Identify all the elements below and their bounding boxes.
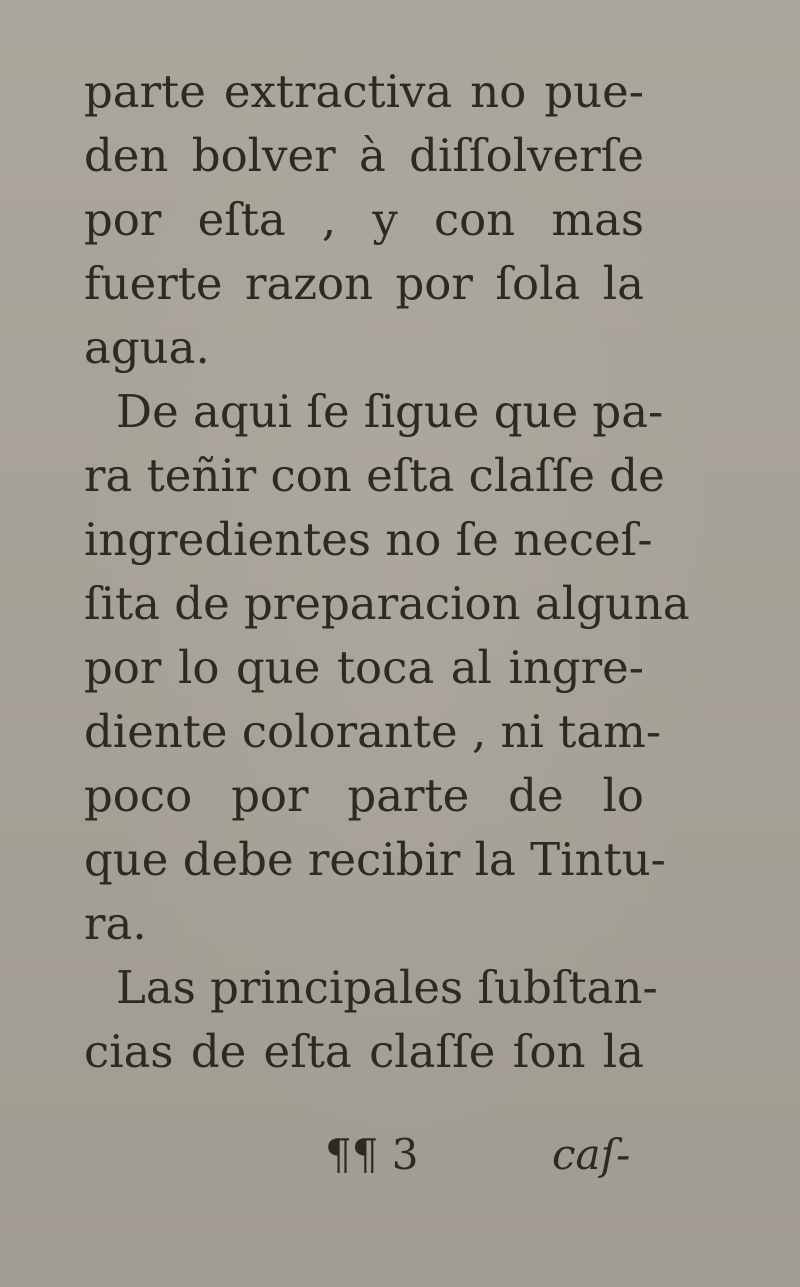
text-line: agua. xyxy=(84,321,210,374)
catchword: caſ- xyxy=(552,1130,631,1179)
text-line: ra teñir con eſta claſſe de xyxy=(84,449,665,502)
text-line: por lo que toca al ingre- xyxy=(84,641,644,694)
signature-mark: ¶¶ 3 xyxy=(325,1130,419,1179)
text-line: ra. xyxy=(84,897,147,950)
text-line: por eſta , y con mas xyxy=(84,193,644,246)
text-line: cias de eſta claſſe ſon la xyxy=(84,1025,644,1078)
body-text xyxy=(84,60,690,1084)
text-line: diente colorante , ni tam- xyxy=(84,705,662,758)
page-footer xyxy=(0,1130,800,1190)
text-line: que debe recibir la Tintu- xyxy=(84,833,666,886)
text-line: ſita de preparacion alguna xyxy=(84,577,690,630)
paragraph-start-line: De aqui ſe ſigue que pa- xyxy=(116,385,664,438)
text-line: den bolver à diſſolverſe xyxy=(84,129,644,182)
text-line: parte extractiva no pue- xyxy=(84,65,644,118)
paragraph-start-line: Las principales ſubſtan- xyxy=(116,961,658,1014)
text-line: fuerte razon por ſola la xyxy=(84,257,644,310)
text-line: ingredientes no ſe neceſ- xyxy=(84,513,653,566)
text-line: poco por parte de lo xyxy=(84,769,644,822)
